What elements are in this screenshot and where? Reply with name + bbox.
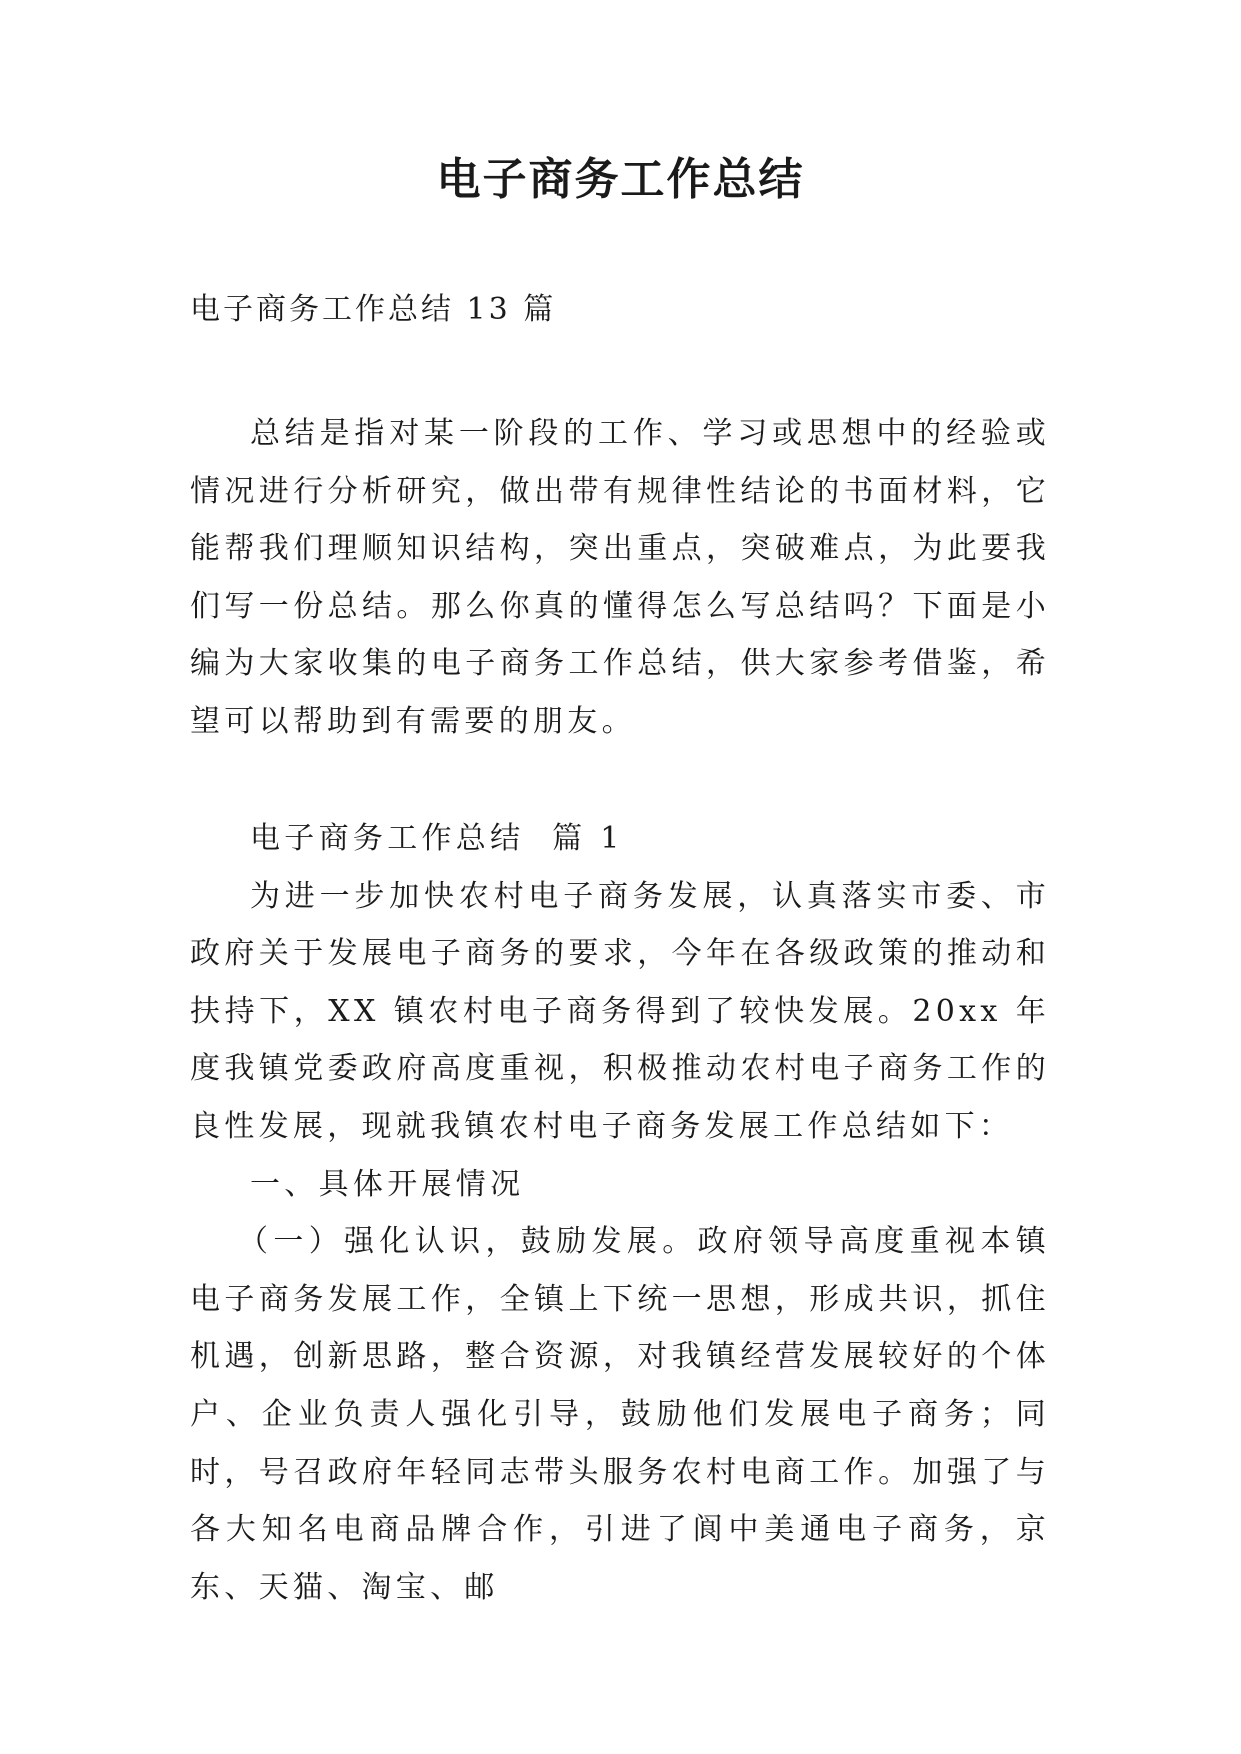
section-heading: 电子商务工作总结 篇 1: [250, 821, 624, 856]
intro-paragraph: 总结是指对某一阶段的工作、学习或思想中的经验或情况进行分析研究，做出带有规律性结论的书面材料，它能帮我们理顺知识结构，突出重点，突破难点，为此要我们写一份总结。那么你真的懂得怎么写总结吗？下面是小编为大家收集的电子商务工作总结，供大家参考借鉴，希望可以帮助到有需要的朋友。: [190, 416, 1050, 739]
section-subheading: 一、具体开展情况: [250, 1166, 525, 1202]
document-title: 电子商务工作总结: [436, 154, 805, 205]
section-block: [190, 810, 1050, 1616]
section-item-1: （一）强化认识，鼓励发展。政府领导高度重视本镇电子商务发展工作，全镇上下统一思想，形成共识，抓住机遇，创新思路，整合资源，对我镇经营发展较好的个体户、企业负责人强化引导，鼓励他们发展电子商务；同时，号召政府年轻同志带头服务农村电商工作。加强了与各大知名电商品牌合作，引进了阆中美通电子商务，京东、天猫、淘宝、邮: [190, 1224, 1050, 1605]
document-subtitle: 电子商务工作总结 13 篇: [190, 292, 557, 327]
intro-block: [190, 405, 1050, 751]
section-paragraph: 为进一步加快农村电子商务发展，认真落实市委、市政府关于发展电子商务的要求，今年在各级政策的推动和扶持下，XX 镇农村电子商务得到了较快发展。20xx 年度我镇党委政府高度重视，积极推动农村电子商务工作的良性发展，现就我镇农村电子商务发展工作总结如下：: [190, 878, 1050, 1144]
